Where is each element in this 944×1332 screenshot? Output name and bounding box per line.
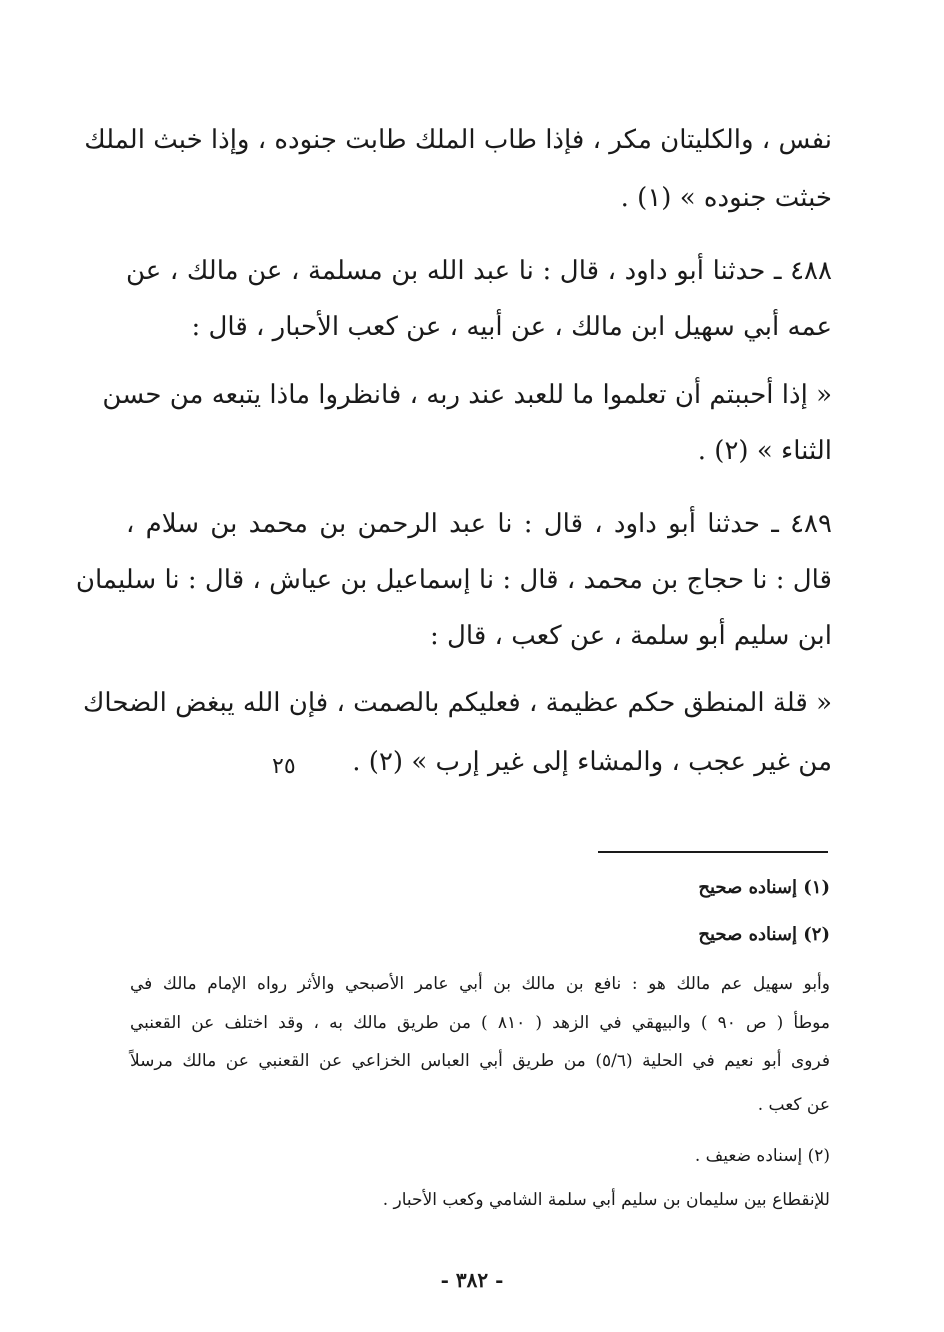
footnote-1: (١) إسناده صحيح <box>698 877 830 898</box>
footnote-2-note-line-1: وأبو سهيل عم مالك هو : نافع بن مالك بن أبي عامر الأصبحي والأثر رواه الإمام مالك في <box>130 974 830 994</box>
footnote-separator <box>598 851 828 853</box>
footnote-3-note: للإنقطاع بين سليمان بن سليم أبي سلمة الشامي وكعب الأحبار . <box>382 1190 830 1210</box>
quote-488-line-2: الثناء » (٢) . <box>697 436 832 466</box>
hadith-489-line-1: ٤٨٩ ـ حدثنا أبو داود ، قال : نا عبد الرحمن بن محمد بن سلام ، <box>126 509 832 539</box>
quote-488-line-1: « إذا أحببتم أن تعلموا ما للعبد عند ربه ، فانظروا ماذا يتبعه من حسن <box>102 380 832 410</box>
page-number: - ٣٨٢ - <box>440 1268 504 1292</box>
quote-489-line-1: « قلة المنطق حكم عظيمة ، فعليكم بالصمت ، فإن الله يبغض الضحاك <box>83 688 832 718</box>
footnote-2: (٢) إسناده صحيح <box>698 924 830 945</box>
side-number: ٢٥ <box>272 754 296 779</box>
body-line-2: خبثت جنوده » (١) . <box>620 183 832 213</box>
footnote-2-note-line-3: فروى أبو نعيم في الحلية (٥/٦) من طريق أبي العباس الخزاعي عن القعنبي عن مالك مرسلاً <box>130 1051 830 1071</box>
hadith-488-line-2: عمه أبي سهيل ابن مالك ، عن أبيه ، عن كعب الأحبار ، قال : <box>191 312 832 342</box>
footnote-2-note-line-4: عن كعب . <box>757 1095 830 1115</box>
footnote-3: (٢) إسناده ضعيف . <box>694 1146 830 1166</box>
hadith-489-line-3: ابن سليم أبو سلمة ، عن كعب ، قال : <box>430 621 832 651</box>
body-line-1: نفس ، والكليتان مكر ، فإذا طاب الملك طابت جنوده ، وإذا خبث الملك <box>84 125 832 155</box>
hadith-489-line-2: قال : نا حجاج بن محمد ، قال : نا إسماعيل بن عياش ، قال : نا سليمان <box>75 565 832 595</box>
footnote-2-note-line-2: موطأ ( ص ٩٠ ) والبيهقي في الزهد ( ٨١٠ ) من طريق مالك به ، وقد اختلف عن القعنبي <box>130 1013 830 1033</box>
quote-489-line-2: من غير عجب ، والمشاء إلى غير إرب » (٢) . <box>352 747 832 777</box>
hadith-488-line-1: ٤٨٨ ـ حدثنا أبو داود ، قال : نا عبد الله بن مسلمة ، عن مالك ، عن <box>126 256 832 286</box>
